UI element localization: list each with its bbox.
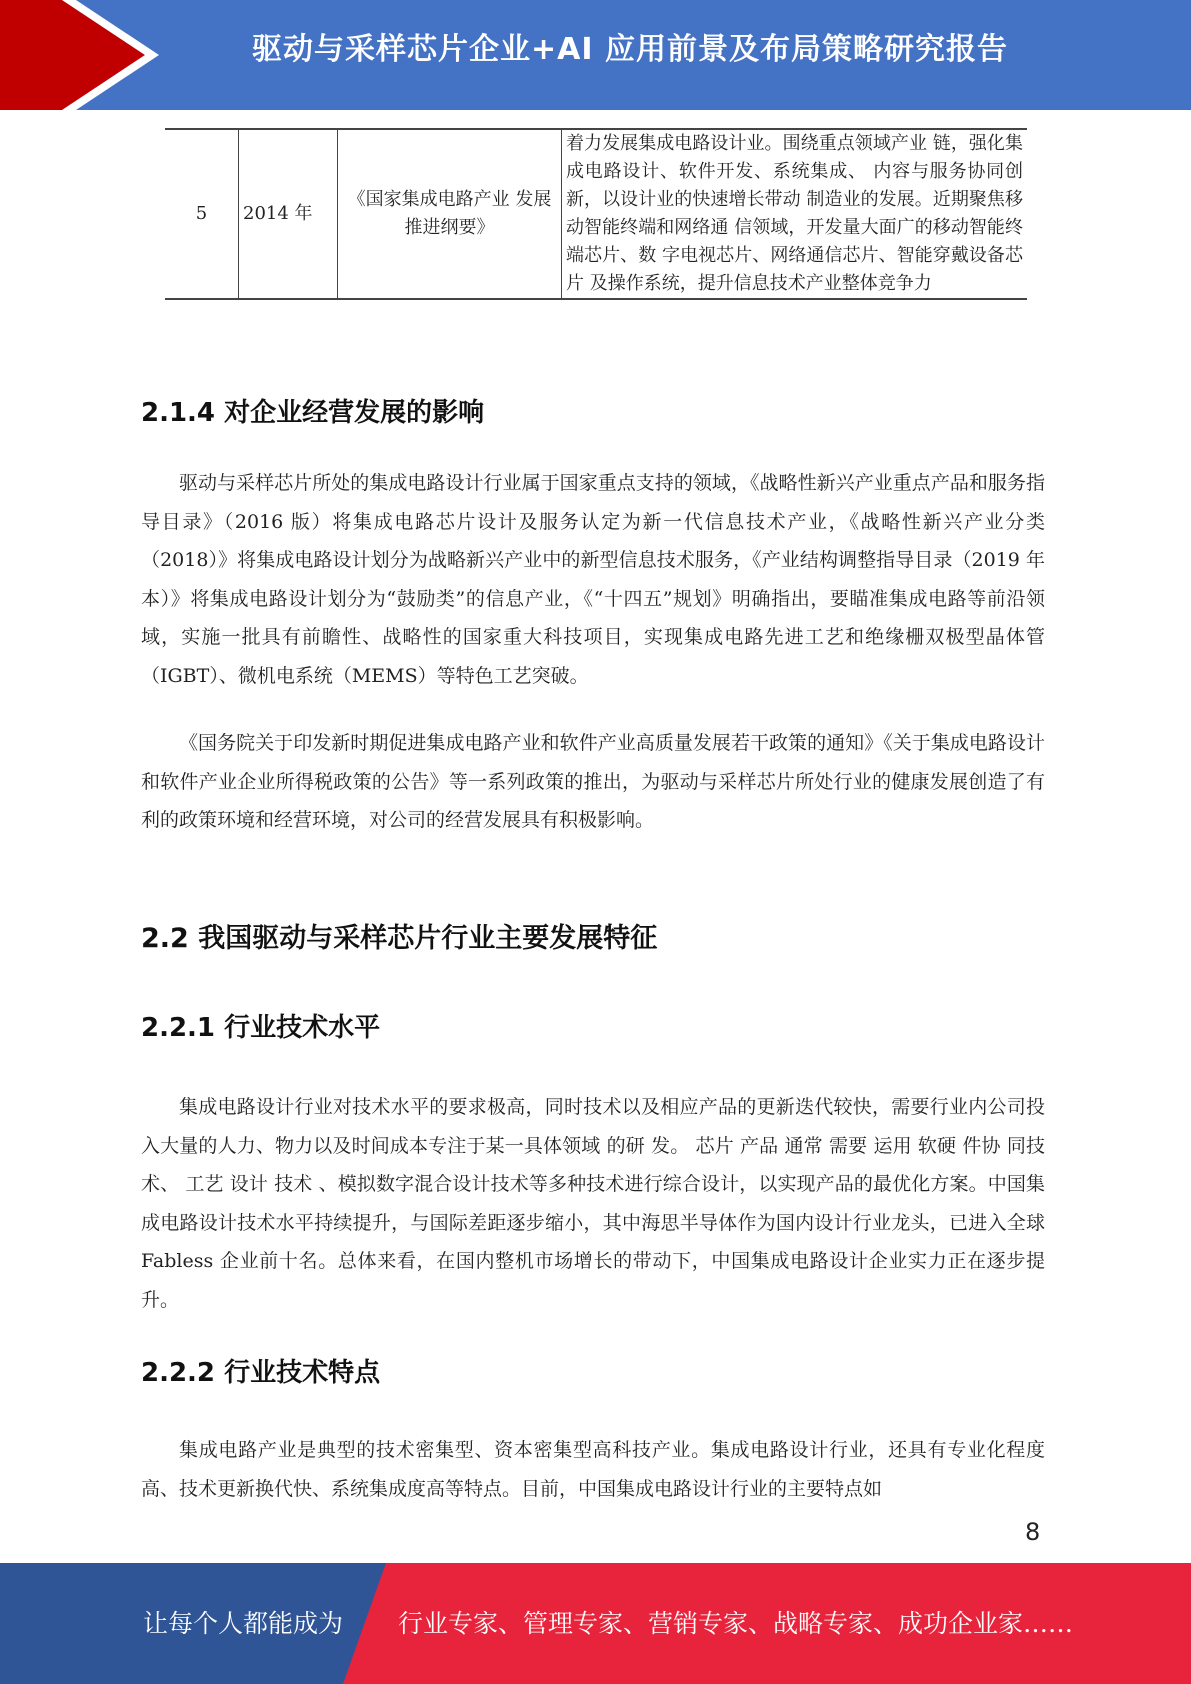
paragraph-2-2-1-1: 集成电路设计行业对技术水平的要求极高，同时技术以及相应产品的更新迭代较快，需要行业内公司投入大量的人力、物力以及时间成本专注于某一具体领域 的研 发。 芯片 产品 通常 需要 运用 软硬 件协 同技 术、 工艺 设计 技术 、模拟数字混合设计技术等多种技术进行综合设计，以实现产品的最优化方案。中国集成电路设计技术水平持续提升，与国际差距逐步缩小，其中海思半导体作为国内设计行业龙头，已进入全球 Fabless 企业前十名。总体来看，在国内整机市场增长的带动下，中国集成电路设计企业实力正在逐步提升。 xyxy=(141,1096,1045,1311)
section-heading-2-1-4: 2.1.4 对企业经营发展的影响 xyxy=(141,398,485,428)
row-policy-name: 《国家集成电路产业 发展推进纲要》 xyxy=(338,129,562,299)
row-number: 5 xyxy=(165,129,239,299)
policy-table xyxy=(165,128,1027,300)
page-number: 8 xyxy=(1025,1518,1041,1546)
page-footer xyxy=(0,1563,1191,1684)
paragraph-2-1-4-2: 《国务院关于印发新时期促进集成电路产业和软件产业高质量发展若干政策的通知》《关于集成电路设计和软件产业企业所得税政策的公告》等一系列政策的推出，为驱动与采样芯片所处行业的健康发展创造了有利的政策环境和经营环境，对公司的经营发展具有积极影响。 xyxy=(141,732,1045,831)
footer-slogan-left: 让每个人都能成为 xyxy=(143,1609,344,1638)
page-header xyxy=(0,0,1191,110)
row-year: 2014 年 xyxy=(239,129,338,299)
section-heading-2-2-1: 2.2.1 行业技术水平 xyxy=(141,1013,381,1043)
paragraph-2-2-2-1: 集成电路产业是典型的技术密集型、资本密集型高科技产业。集成电路设计行业，还具有专业化程度高、技术更新换代快、系统集成度高等特点。目前，中国集成电路设计行业的主要特点如 xyxy=(141,1439,1045,1500)
section-heading-2-2-2: 2.2.2 行业技术特点 xyxy=(141,1358,381,1388)
row-policy-description: 着力发展集成电路设计业。围绕重点领域产业 链，强化集成电路设计、软件开发、系统集成、 内容与服务协同创新，以设计业的快速增长带动 制造业的发展。近期聚焦移动智能终端和网络通 信领域，开发量大面广的移动智能终端芯片、数 字电视芯片、网络通信芯片、智能穿戴设备芯片 及操作系统，提升信息技术产业整体竞争力 xyxy=(562,129,1028,299)
table-row xyxy=(165,129,1027,299)
footer-slogan-right: 行业专家、管理专家、营销专家、战略专家、成功企业家…… xyxy=(398,1609,1074,1638)
section-heading-2-2: 2.2 我国驱动与采样芯片行业主要发展特征 xyxy=(141,923,658,954)
paragraph-2-1-4-1: 驱动与采样芯片所处的集成电路设计行业属于国家重点支持的领域，《战略性新兴产业重点产品和服务指导目录》（2016 版）将集成电路芯片设计及服务认定为新一代信息技术产业，《战略性新兴产业分类（2018）》将集成电路设计划分为战略新兴产业中的新型信息技术服务，《产业结构调整指导目录（2019 年本）》将集成电路设计划分为“鼓励类”的信息产业，《“十四五”规划》明确指出，要瞄准集成电路等前沿领域，实施一批具有前瞻性、战略性的国家重大科技项目，实现集成电路先进工艺和绝缘栅双极型晶体管（IGBT）、微机电系统（MEMS）等特色工艺突破。 xyxy=(141,472,1045,687)
report-title: 驱动与采样芯片企业+AI 应用前景及布局策略研究报告 xyxy=(252,32,1008,67)
